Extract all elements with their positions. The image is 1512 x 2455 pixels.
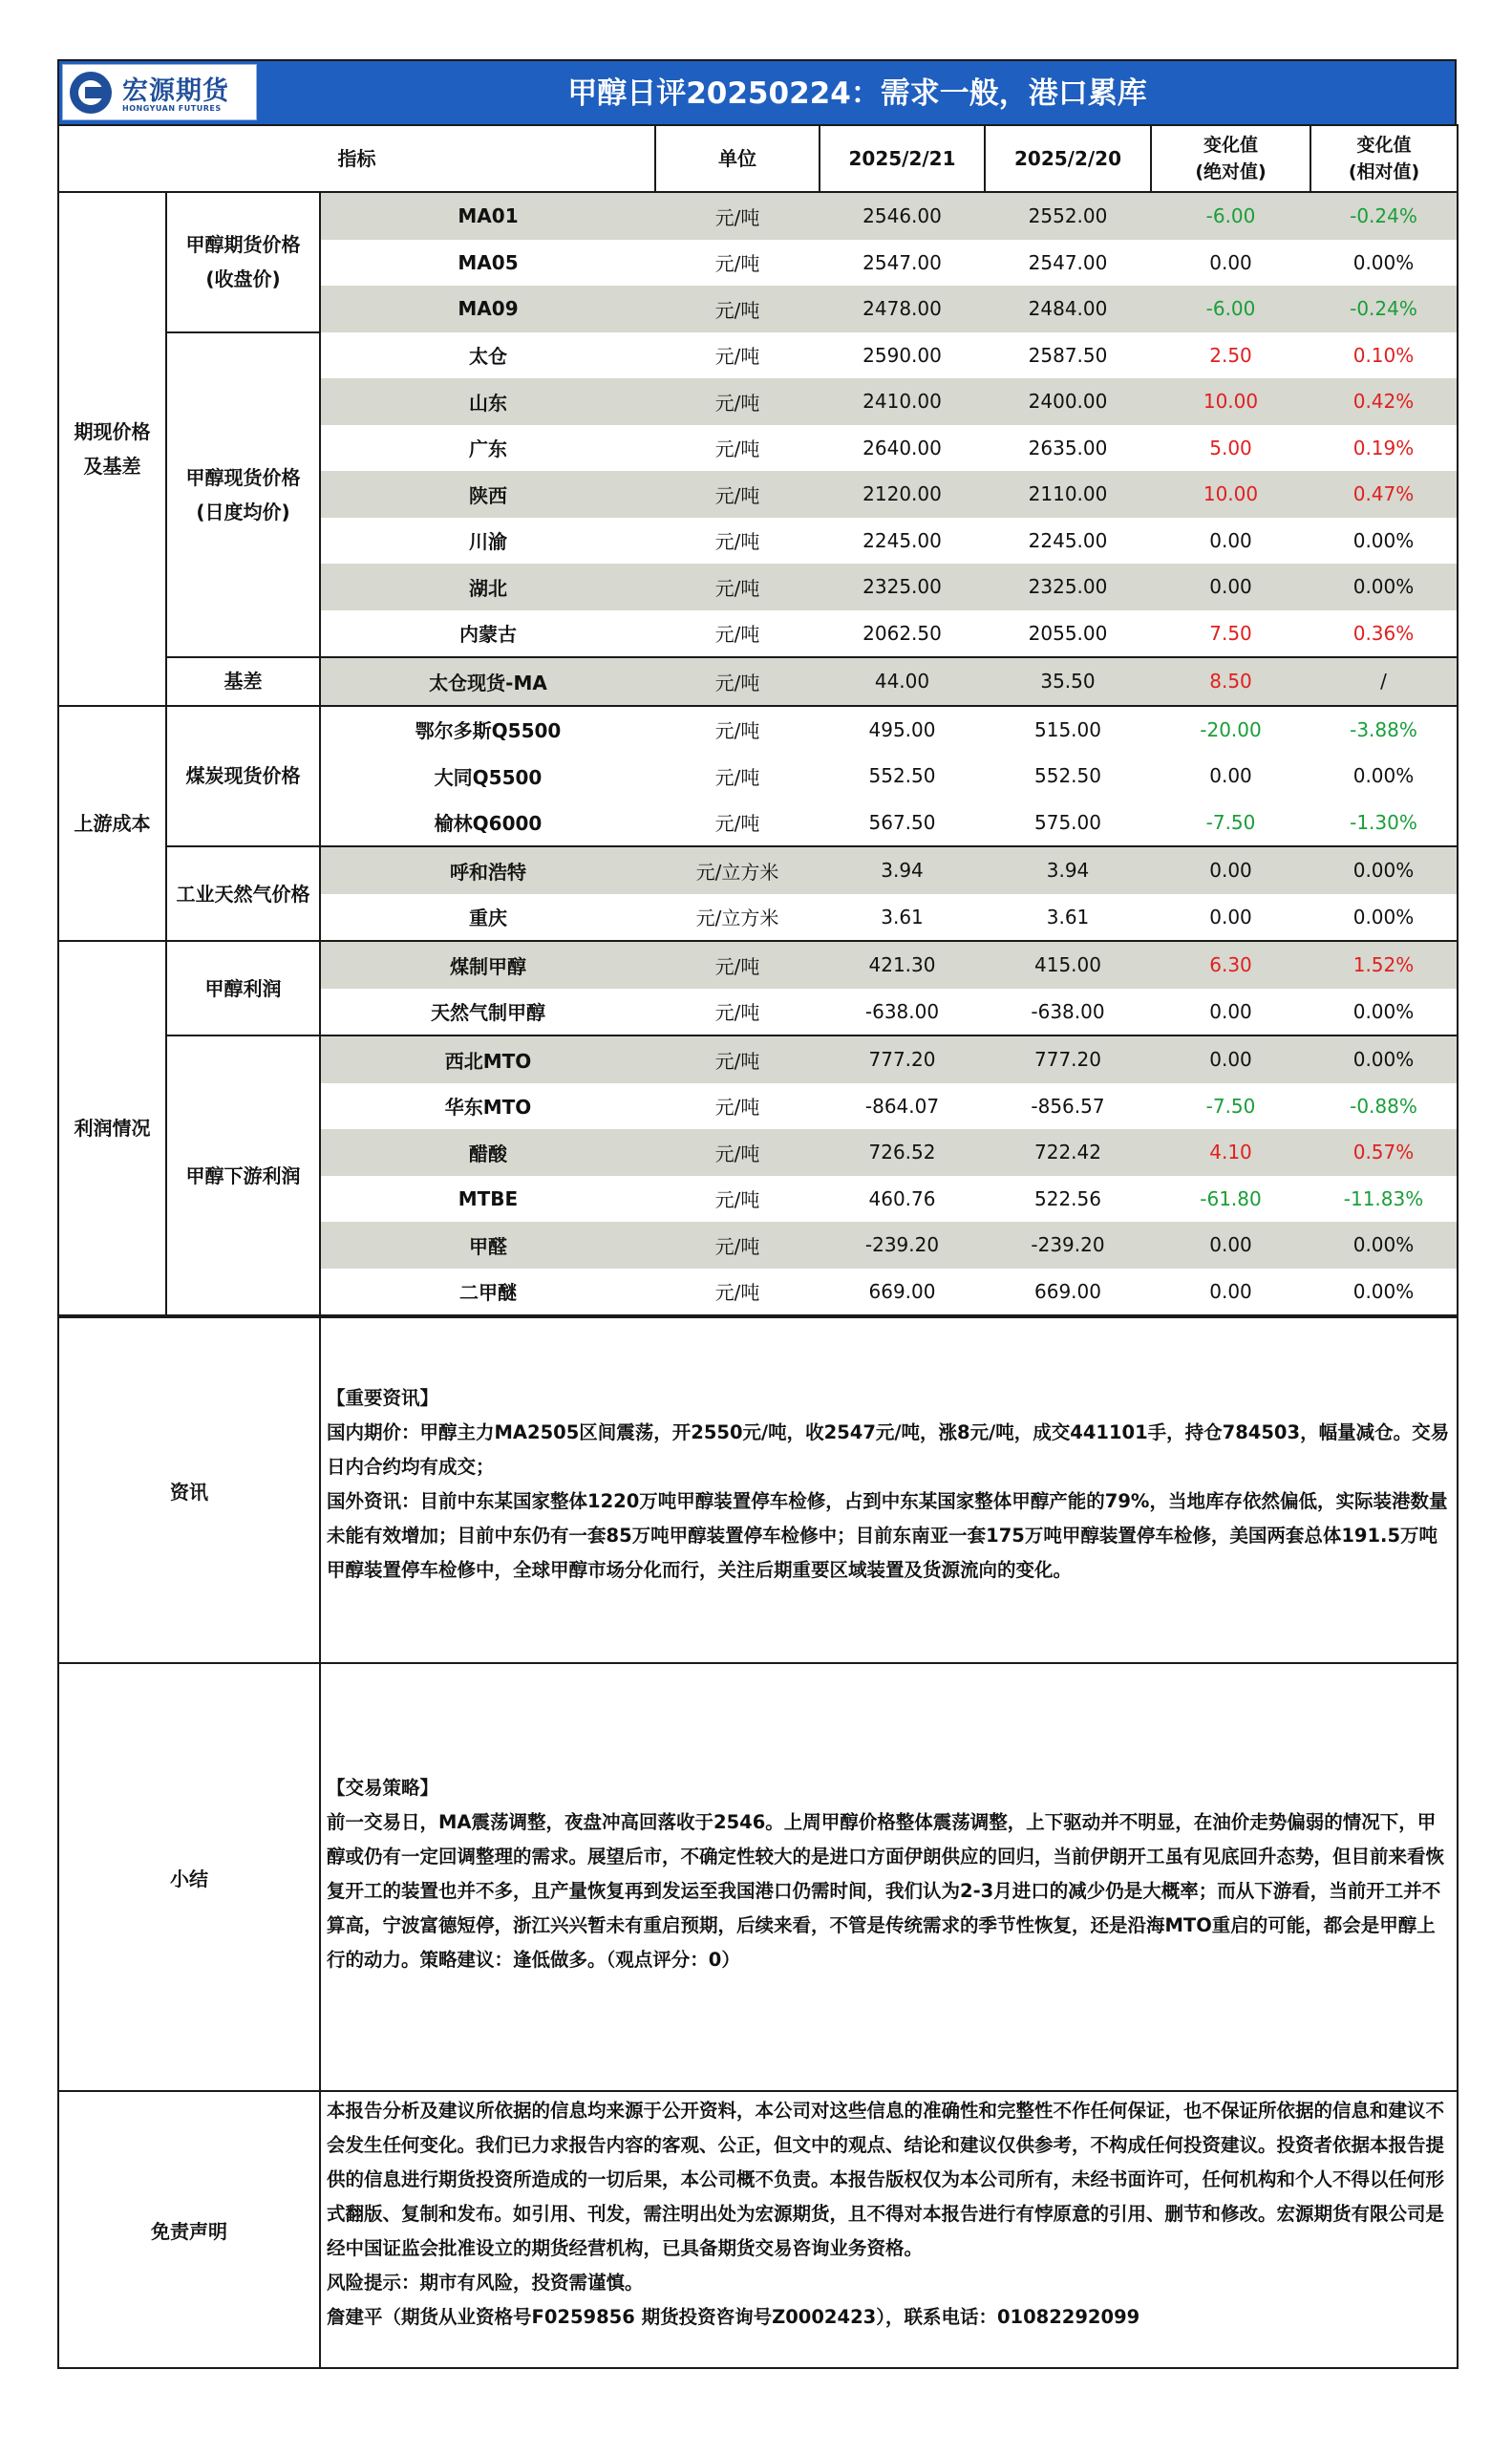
unit-cell: 元/吨 (714, 1001, 760, 1025)
change-abs-cell: 5.00 (1209, 436, 1252, 459)
unit-cell: 元/吨 (655, 564, 820, 610)
change-abs-cell: 0.00 (1151, 1222, 1310, 1269)
date2-value-cell: -856.57 (1031, 1094, 1105, 1118)
header-date1: 2025/2/21 (820, 125, 985, 192)
change-abs-cell: 0.00 (1151, 564, 1310, 610)
change-abs-cell: 0.00 (1209, 250, 1252, 274)
date2-value-cell: 2547.00 (1028, 250, 1108, 274)
date1-value-cell: 2640.00 (862, 436, 942, 459)
table-row (58, 192, 1458, 240)
table-row (58, 657, 1458, 706)
change-rel-cell: 0.36% (1310, 610, 1458, 658)
subcategory-label: 煤炭现货价格 (185, 764, 301, 788)
date1-value-cell: -239.20 (820, 1222, 985, 1269)
summary-heading: 【交易策略】 (327, 1777, 439, 1799)
subcategory-cell (166, 332, 320, 658)
date2-value-cell: 777.20 (985, 1035, 1151, 1083)
header-indicator: 指标 (58, 125, 655, 192)
author-info: 詹建平（期货从业资格号F0259856 期货投资咨询号Z0002423），联系电话：01082292099 (327, 2306, 1140, 2328)
date2-value-cell: 669.00 (985, 1269, 1151, 1316)
indicator-cell: 醋酸 (320, 1129, 655, 1176)
unit-cell: 元/吨 (655, 1222, 820, 1269)
date1-value-cell: 2546.00 (820, 192, 985, 240)
unit-cell: 元/吨 (714, 623, 760, 647)
subcategory-label: 甲醇现货价格 (日度均价) (185, 465, 301, 523)
change-rel-cell: 0.00% (1310, 240, 1458, 287)
change-rel-cell: 0.00% (1310, 753, 1458, 800)
report-sheet (57, 59, 1457, 2369)
change-abs-cell: 0.00 (1209, 528, 1252, 552)
subcategory-label: 甲醇下游利润 (185, 1163, 301, 1187)
unit-cell: 元/吨 (714, 252, 760, 276)
unit-cell: 元/吨 (655, 657, 820, 706)
change-abs-cell: 10.00 (1151, 378, 1310, 425)
date1-value-cell: 3.61 (881, 905, 924, 929)
change-rel-cell: -1.30% (1310, 800, 1458, 847)
date1-value-cell: 2245.00 (862, 528, 942, 552)
change-abs-cell: -7.50 (1205, 810, 1256, 834)
change-rel-cell: 0.00% (1310, 989, 1458, 1036)
subcategory-label: 甲醇期货价格 (收盘价) (185, 233, 301, 291)
header-change-abs-text: 变化值 (绝对值) (1195, 135, 1267, 182)
indicator-cell: MTBE (320, 1176, 655, 1223)
unit-cell: 元/立方米 (655, 846, 820, 894)
table-row (58, 706, 1458, 754)
date2-value-cell: 2110.00 (985, 471, 1151, 518)
indicator-cell: MA09 (320, 286, 655, 332)
date1-value-cell: 777.20 (820, 1035, 985, 1083)
date2-value-cell: 522.56 (1034, 1186, 1101, 1210)
report-header (57, 59, 1457, 124)
date2-value-cell: 2325.00 (985, 564, 1151, 610)
change-rel-cell: 0.10% (1310, 332, 1458, 379)
date1-value-cell: 669.00 (820, 1269, 985, 1316)
change-rel-cell: -0.88% (1310, 1083, 1458, 1130)
date1-value-cell: 567.50 (868, 810, 936, 834)
date1-value-cell: -638.00 (864, 999, 940, 1023)
date1-value-cell: 2062.50 (862, 621, 942, 645)
change-abs-cell: 0.00 (1151, 1035, 1310, 1083)
category-label: 上游成本 (74, 811, 151, 835)
category-cell (58, 192, 166, 706)
indicator-cell: 华东MTO (320, 1083, 655, 1130)
change-abs-cell: -6.00 (1151, 192, 1310, 240)
change-abs-cell: 8.50 (1151, 657, 1310, 706)
change-rel-cell: 0.00% (1310, 846, 1458, 894)
change-abs-cell: 0.00 (1151, 846, 1310, 894)
unit-cell: 元/吨 (655, 471, 820, 518)
disclaimer-text: 本报告分析及建议所依据的信息均来源于公开资料，本公司对这些信息的准确性和完整性不作任何保证，也不保证所依据的信息和建议不会发生任何变化。我们已力求报告内容的客观、公正，但文中的观点、结论和建议仅供参考，不构成任何投资建议。投资者依据本报告提供的信息进行期货投资所造成的一切后果，本公司概不负责。本报告版权仅为本公司所有，未经书面许可，任何机构和个人不得以任何形式翻版、复制和发布。如引用、刊发，需注明出处为宏源期货，且不得对本报告进行有悖原意的引用、删节和修改。宏源期货有限公司是经中国证监会批准设立的期货经营机构，已具备期货交易咨询业务资格。 (327, 2100, 1445, 2259)
news-heading: 【重要资讯】 (327, 1387, 439, 1409)
table-row (58, 846, 1458, 894)
change-rel-cell: -0.24% (1310, 192, 1458, 240)
indicator-cell: 山东 (320, 378, 655, 425)
change-abs-cell: 10.00 (1151, 471, 1310, 518)
date2-value-cell: 415.00 (985, 941, 1151, 989)
change-rel-cell: 1.52% (1310, 941, 1458, 989)
change-rel-cell: 0.00% (1310, 894, 1458, 942)
indicator-cell: 二甲醚 (320, 1269, 655, 1316)
disclaimer-label: 免责声明 (58, 2091, 320, 2368)
date2-value-cell: 3.94 (985, 846, 1151, 894)
table-row (58, 941, 1458, 989)
change-abs-cell: 4.10 (1151, 1129, 1310, 1176)
indicator-cell: 甲醛 (320, 1222, 655, 1269)
category-label: 利润情况 (74, 1117, 151, 1140)
subcategory-cell (166, 941, 320, 1035)
change-rel-cell: 0.00% (1310, 564, 1458, 610)
change-abs-cell: 0.00 (1209, 764, 1252, 788)
date1-value-cell: 2478.00 (820, 286, 985, 332)
subcategory-cell (166, 706, 320, 847)
date2-value-cell: 722.42 (985, 1129, 1151, 1176)
date1-value-cell: 44.00 (820, 657, 985, 706)
change-abs-cell: 0.00 (1209, 905, 1252, 929)
date1-value-cell: 421.30 (820, 941, 985, 989)
report-title: 甲醇日评20250224：需求一般，港口累库 (567, 76, 1147, 111)
news-foreign: 国外资讯：目前中东某国家整体1220万吨甲醇装置停车检修，占到中东某国家整体甲醇产能的79%，当地库存依然偏低，实际装港数量未能有效增加；目前中东仍有一套85万吨甲醇装置停车检修中；目前东南亚一套175万吨甲醇装置停车检修，美国两套总体191.5万吨甲醇装置停车检修中，全球甲醇市场分化而行，关注后期重要区域装置及货源流向的变化。 (327, 1490, 1448, 1581)
date1-value-cell: 2410.00 (820, 378, 985, 425)
change-rel-cell: -0.24% (1310, 286, 1458, 332)
news-body (320, 1317, 1458, 1663)
change-abs-cell: 0.00 (1151, 1269, 1310, 1316)
date1-value-cell: 2120.00 (820, 471, 985, 518)
news-domestic: 国内期价：甲醇主力MA2505区间震荡，开2550元/吨，收2547元/吨，涨8元/吨，成交441101手，持仓784503，幅量减仓。交易日内合约均有成交； (327, 1421, 1450, 1478)
indicator-cell: 榆林Q6000 (320, 800, 655, 847)
summary-body (320, 1663, 1458, 2091)
change-abs-cell: 0.00 (1209, 999, 1252, 1023)
date1-value-cell: 552.50 (868, 764, 936, 788)
unit-cell: 元/吨 (655, 1035, 820, 1083)
date2-value-cell: 2400.00 (985, 378, 1151, 425)
indicator-cell: 太仓现货-MA (320, 657, 655, 706)
indicator-cell: MA01 (320, 192, 655, 240)
change-rel-cell: 0.00% (1310, 1269, 1458, 1316)
indicator-cell: 西北MTO (320, 1035, 655, 1083)
unit-cell: 元/吨 (655, 378, 820, 425)
date1-value-cell: 2325.00 (820, 564, 985, 610)
category-label: 期现价格 及基差 (74, 419, 151, 478)
unit-cell: 元/吨 (655, 706, 820, 754)
unit-cell: 元/吨 (714, 345, 760, 369)
date1-value-cell: 495.00 (820, 706, 985, 754)
subcategory-label: 基差 (224, 670, 263, 694)
company-logo (62, 64, 257, 120)
change-abs-cell: -7.50 (1205, 1094, 1256, 1118)
change-abs-cell: 2.50 (1209, 343, 1252, 367)
change-rel-cell: 0.47% (1310, 471, 1458, 518)
unit-cell: 元/吨 (714, 530, 760, 554)
logo-cn-name: 宏源期货 (122, 76, 229, 106)
indicator-cell: 太仓 (320, 332, 655, 379)
indicator-cell: 煤制甲醇 (320, 941, 655, 989)
header-change-rel-text: 变化值 (相对值) (1348, 135, 1420, 182)
indicator-cell: 大同Q5500 (320, 753, 655, 800)
header-unit: 单位 (655, 125, 820, 192)
change-rel-cell: 0.00% (1310, 518, 1458, 565)
data-table (57, 124, 1459, 1316)
unit-cell: 元/吨 (714, 765, 760, 789)
unit-cell: 元/吨 (655, 1129, 820, 1176)
unit-cell: 元/吨 (714, 1096, 760, 1120)
unit-cell: 元/吨 (714, 1188, 760, 1212)
indicator-cell: 呼和浩特 (320, 846, 655, 894)
table-row (58, 1035, 1458, 1083)
change-rel-cell: 0.42% (1310, 378, 1458, 425)
subcategory-cell (166, 1035, 320, 1315)
header-date2: 2025/2/20 (985, 125, 1151, 192)
change-rel-cell: / (1310, 657, 1458, 706)
summary-section (58, 1663, 1458, 2091)
change-rel-cell: -11.83% (1310, 1176, 1458, 1223)
date2-value-cell: 2484.00 (985, 286, 1151, 332)
date2-value-cell: -638.00 (1031, 999, 1105, 1023)
date2-value-cell: 2587.50 (1028, 343, 1108, 367)
category-cell (58, 941, 166, 1315)
subcategory-label: 工业天然气价格 (176, 882, 310, 906)
summary-text: 前一交易日，MA震荡调整，夜盘冲高回落收于2546。上周甲醇价格整体震荡调整，上下驱动并不明显，在油价走势偏弱的情况下，甲醇或仍有一定回调整理的需求。展望后市，不确定性较大的是进口方面伊朗供应的回归，当前伊朗开工虽有见底回升态势，但目前来看恢复开工的装置也并不多，且产量恢复再到发运至我国港口仍需时间，我们认为2-3月进口的减少仍是大概率；而从下游看，当前开工并不算高，宁波富德短停，浙江兴兴暂未有重启预期，后续来看，不管是传统需求的季节性恢复，还是沿海MTO重启的可能，都会是甲醇上行的动力。策略建议：逢低做多。（观点评分：0） (327, 1811, 1445, 1971)
subcategory-cell (166, 192, 320, 332)
header-change-abs (1151, 125, 1310, 192)
subcategory-cell (166, 846, 320, 941)
date2-value-cell: 3.61 (1046, 905, 1090, 929)
news-section (58, 1317, 1458, 1663)
unit-cell: 元/吨 (655, 941, 820, 989)
indicator-cell: 天然气制甲醇 (320, 989, 655, 1036)
indicator-cell: 陕西 (320, 471, 655, 518)
date2-value-cell: -239.20 (985, 1222, 1151, 1269)
disclaimer-body (320, 2091, 1458, 2368)
company-logo-icon (70, 72, 112, 114)
header-change-rel (1310, 125, 1458, 192)
unit-cell: 元/吨 (714, 438, 760, 461)
date2-value-cell: 515.00 (985, 706, 1151, 754)
change-rel-cell: -3.88% (1310, 706, 1458, 754)
unit-cell: 元/吨 (655, 192, 820, 240)
indicator-cell: 鄂尔多斯Q5500 (320, 706, 655, 754)
unit-cell: 元/吨 (655, 286, 820, 332)
disclaimer-section (58, 2091, 1458, 2368)
indicator-cell: 广东 (320, 425, 655, 472)
date2-value-cell: 2552.00 (985, 192, 1151, 240)
unit-cell: 元/吨 (655, 1269, 820, 1316)
date2-value-cell: 552.50 (1034, 764, 1101, 788)
indicator-cell: 内蒙古 (320, 610, 655, 658)
date1-value-cell: 2547.00 (862, 250, 942, 274)
text-sections (57, 1316, 1459, 2369)
date1-value-cell: 2590.00 (862, 343, 942, 367)
summary-label: 小结 (58, 1663, 320, 2091)
news-label: 资讯 (58, 1317, 320, 1663)
subcategory-label: 甲醇利润 (204, 976, 282, 1000)
logo-en-name: HONGYUAN FUTURES (122, 104, 222, 113)
date1-value-cell: -864.07 (864, 1094, 940, 1118)
table-row (58, 332, 1458, 379)
change-rel-cell: 0.19% (1310, 425, 1458, 472)
change-rel-cell: 0.00% (1310, 1222, 1458, 1269)
change-rel-cell: 0.57% (1310, 1129, 1458, 1176)
change-abs-cell: 7.50 (1209, 621, 1252, 645)
change-abs-cell: -6.00 (1151, 286, 1310, 332)
date2-value-cell: 2055.00 (1028, 621, 1108, 645)
change-rel-cell: 0.00% (1310, 1035, 1458, 1083)
date2-value-cell: 575.00 (1034, 810, 1101, 834)
change-abs-cell: -61.80 (1200, 1186, 1262, 1210)
date1-value-cell: 460.76 (868, 1186, 936, 1210)
table-header-row (58, 125, 1458, 192)
indicator-cell: MA05 (320, 240, 655, 287)
unit-cell: 元/吨 (714, 812, 760, 836)
date2-value-cell: 2635.00 (1028, 436, 1108, 459)
category-cell (58, 706, 166, 942)
date1-value-cell: 726.52 (820, 1129, 985, 1176)
subcategory-cell (166, 657, 320, 706)
date2-value-cell: 35.50 (985, 657, 1151, 706)
indicator-cell: 湖北 (320, 564, 655, 610)
change-abs-cell: 6.30 (1151, 941, 1310, 989)
date2-value-cell: 2245.00 (1028, 528, 1108, 552)
indicator-cell: 川渝 (320, 518, 655, 565)
risk-warning: 风险提示：期市有风险，投资需谨慎。 (327, 2272, 644, 2294)
indicator-cell: 重庆 (320, 894, 655, 942)
date1-value-cell: 3.94 (820, 846, 985, 894)
change-abs-cell: -20.00 (1151, 706, 1310, 754)
unit-cell: 元/立方米 (695, 907, 779, 930)
